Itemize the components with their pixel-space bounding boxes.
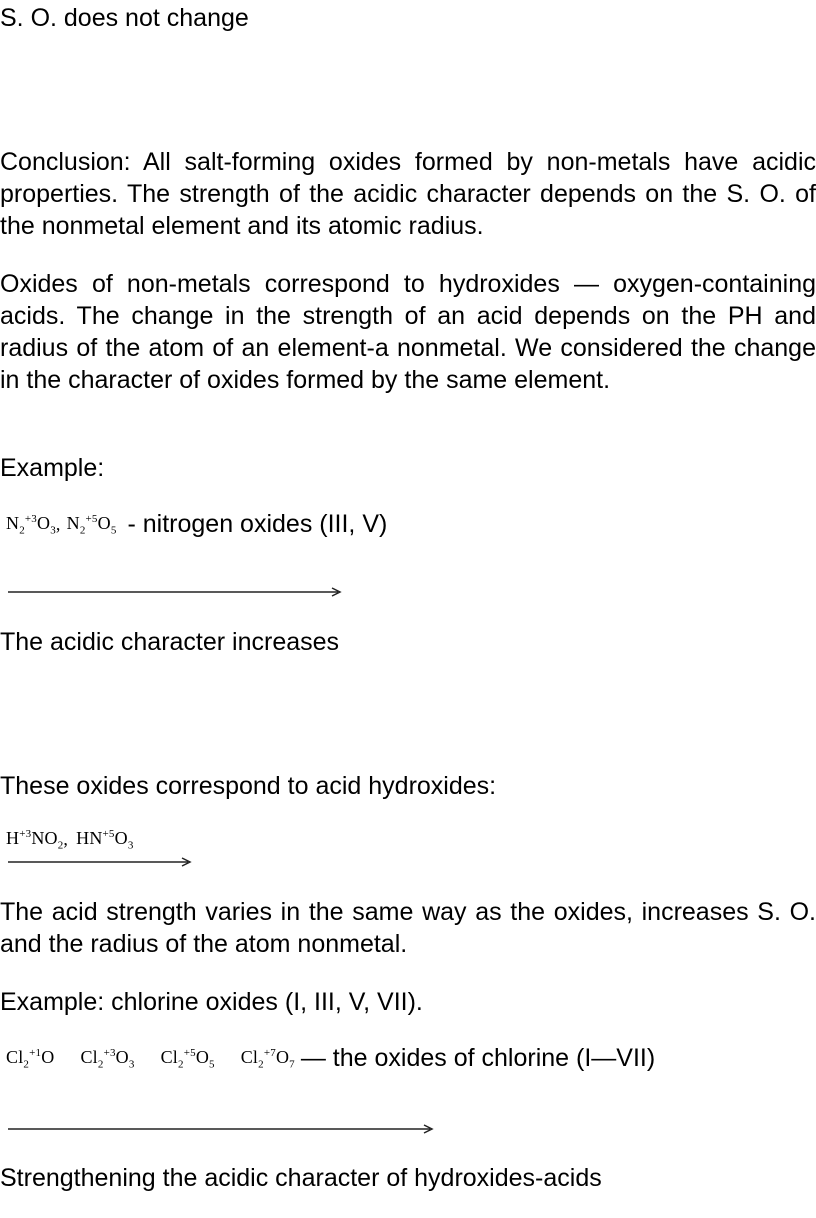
formula-n2o3: $N_2^{+3}O_3$ bbox=[6, 512, 56, 537]
acidic-increase-line: The acidic character increases bbox=[0, 628, 340, 656]
formula-hno3: $HN^{+5}O_3$ bbox=[76, 828, 134, 852]
nitrogen-oxides-row bbox=[6, 510, 387, 539]
right-arrow-icon bbox=[8, 1122, 436, 1136]
oxides-paragraph: Oxides of non-metals correspond to hydroxides — oxygen-containing acids. The change in the strength of an acid depends on the PH and radius of the atom of an element-a nonmetal. We considered the change in the character of oxides formed by the same element. bbox=[0, 270, 816, 394]
formula-separator: , bbox=[63, 829, 69, 850]
these-oxides-line: These oxides correspond to acid hydroxides: bbox=[0, 772, 497, 800]
example-chlorine-label: Example: chlorine oxides (I, III, V, VII). bbox=[0, 988, 423, 1016]
formula-n2o5: $N_2^{+5}O_5$ bbox=[66, 512, 117, 537]
conclusion-paragraph: Conclusion: All salt-forming oxides formed by non-metals have acidic properties. The strength of the acidic character depends on the S. O. of the nonmetal element and its atomic radius. bbox=[0, 148, 816, 240]
formula-separator: , bbox=[55, 514, 61, 534]
acid-strength-paragraph: The acid strength varies in the same way as the oxides, increases S. O. and the radius of the atom nonmetal. bbox=[0, 898, 816, 958]
so-unchanged-line: S. O. does not change bbox=[0, 4, 249, 32]
formula-hno2: $H^{+3}NO_2$ bbox=[6, 828, 64, 852]
formula-cl2o3: $Cl_2^{+3}O_3$ bbox=[80, 1046, 135, 1071]
formula-cl2o5: $Cl_2^{+5}O_5$ bbox=[160, 1046, 215, 1071]
nitrogen-caption: - nitrogen oxides (III, V) bbox=[120, 510, 388, 538]
strengthening-line: Strengthening the acidic character of hydroxides-acids bbox=[0, 1164, 602, 1192]
formula-cl2o: $Cl_2^{+1}O$ bbox=[6, 1046, 55, 1071]
right-arrow-icon bbox=[8, 585, 344, 599]
right-arrow-icon bbox=[8, 855, 194, 869]
chlorine-caption: — the oxides of chlorine (I—VII) bbox=[300, 1044, 656, 1072]
formula-cl2o7: $Cl_2^{+7}O_7$ bbox=[240, 1046, 295, 1071]
example-label: Example: bbox=[0, 454, 105, 482]
chlorine-oxides-row bbox=[6, 1044, 655, 1073]
acid-hydroxides-row bbox=[6, 828, 134, 852]
